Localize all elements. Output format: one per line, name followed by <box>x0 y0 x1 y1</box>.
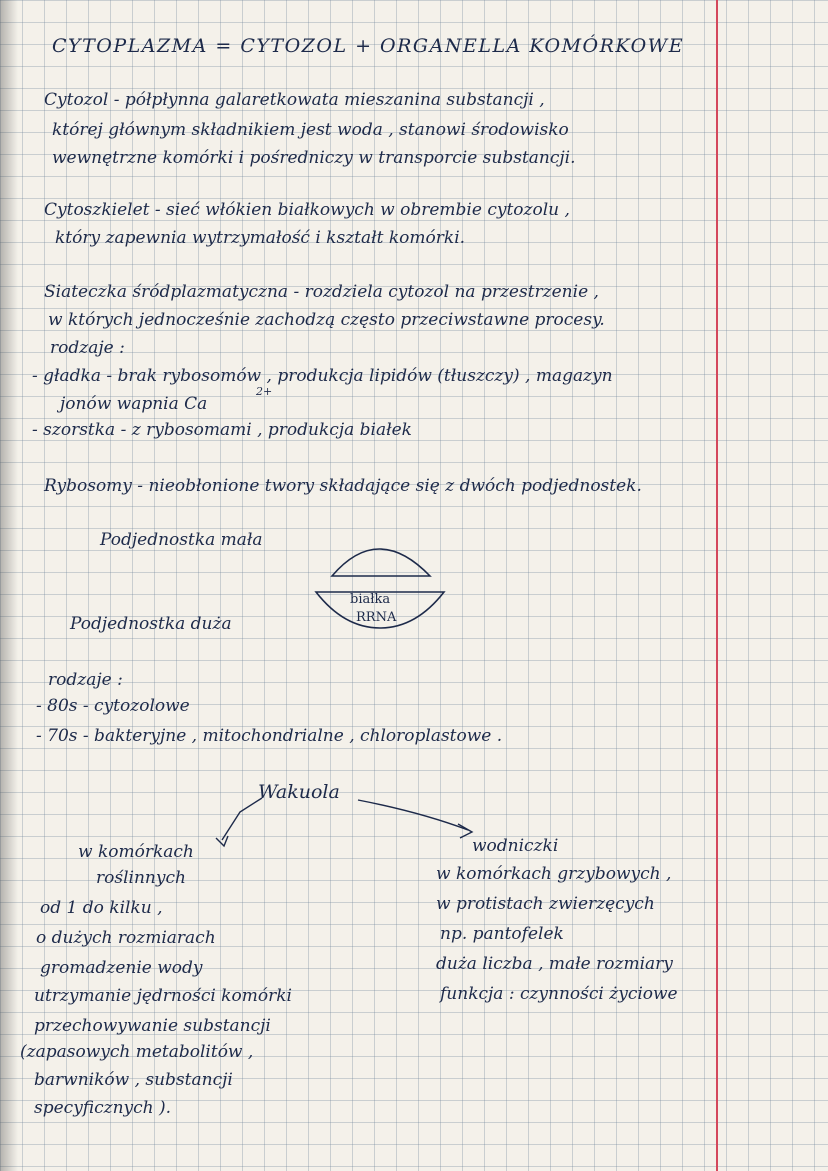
wakuola-left-line-6: przechowywanie substancji <box>34 1016 271 1036</box>
cytoszkielet-line-2: który zapewnia wytrzymałość i kształt komórki. <box>55 228 466 248</box>
diagram-label-bialka: białka <box>350 592 391 607</box>
wakuola-left-line-2: od 1 do kilku , <box>40 898 163 918</box>
wakuola-right-line-5: funkcja : czynności życiowe <box>440 984 678 1004</box>
wakuola-left-line-5: utrzymanie jędrności komórki <box>34 986 292 1006</box>
siateczka-line-2: w których jednocześnie zachodzą często przeciwstawne procesy. <box>48 310 605 330</box>
arrow-left-head <box>216 836 228 846</box>
rybosomy-type-80s: - 80s - cytozolowe <box>36 696 190 716</box>
siateczka-gladka: - gładka - brak rybosomów , produkcja lipidów (tłuszczy) , magazyn <box>32 366 613 386</box>
rybosomy-types-heading: rodzaje : <box>48 670 123 690</box>
siateczka-rodzaje: rodzaje : <box>50 338 125 358</box>
wakuola-left-line-7: (zapasowych metabolitów , <box>20 1042 254 1062</box>
large-subunit-label: Podjednostka duża <box>70 614 232 634</box>
cytoszkielet-line-1: Cytoszkielet - sieć włókien białkowych w obrembie cytozolu , <box>44 200 570 220</box>
wakuola-right-line-2: w protistach zwierzęcych <box>436 894 655 914</box>
arrow-right-head <box>458 824 472 838</box>
diagram-label-rrna: RRNA <box>356 610 397 625</box>
wakuola-right-line-4: duża liczba , małe rozmiary <box>436 954 673 974</box>
cytozol-line-2: której głównym składnikiem jest woda , stanowi środowisko <box>52 120 569 140</box>
cytozol-line-3: wewnętrzne komórki i pośredniczy w transporcie substancji. <box>52 148 576 168</box>
wakuola-right-heading: wodniczki <box>472 836 559 856</box>
calcium-charge: 2+ <box>256 385 273 398</box>
wakuola-left-line-3: o dużych rozmiarach <box>36 928 216 948</box>
siateczka-szorstka: - szorstka - z rybosomami , produkcja białek <box>32 420 412 440</box>
page-title: CYTOPLAZMA = CYTOZOL + ORGANELLA KOMÓRKOWE <box>52 35 685 57</box>
siateczka-jony: jonów wapnia Ca <box>60 394 208 414</box>
small-subunit-label: Podjednostka mała <box>100 530 263 550</box>
arrow-right <box>358 800 468 830</box>
small-subunit-shape <box>332 549 430 576</box>
cytozol-line-1: Cytozol - półpłynna galaretkowata mieszanina substancji , <box>44 90 545 110</box>
arrow-left <box>222 798 262 840</box>
wakuola-left-line-8: barwników , substancji <box>34 1070 233 1090</box>
rybosomy-type-70s: - 70s - bakteryjne , mitochondrialne , chloroplastowe . <box>36 726 503 746</box>
wakuola-title: Wakuola <box>258 781 340 803</box>
wakuola-right-line-3: np. pantofelek <box>440 924 564 944</box>
wakuola-left-line-9: specyficznych ). <box>34 1098 172 1118</box>
wakuola-left-heading: w komórkach <box>78 842 194 862</box>
rybosomy-definition: Rybosomy - nieobłonione twory składające się z dwóch podjednostek. <box>44 476 642 496</box>
siateczka-line-1: Siateczka śródplazmatyczna - rozdziela cytozol na przestrzenie , <box>44 282 599 302</box>
wakuola-left-line-4: gromadzenie wody <box>40 958 203 978</box>
wakuola-left-line-1: roślinnych <box>96 868 186 888</box>
wakuola-right-line-1: w komórkach grzybowych , <box>436 864 672 884</box>
